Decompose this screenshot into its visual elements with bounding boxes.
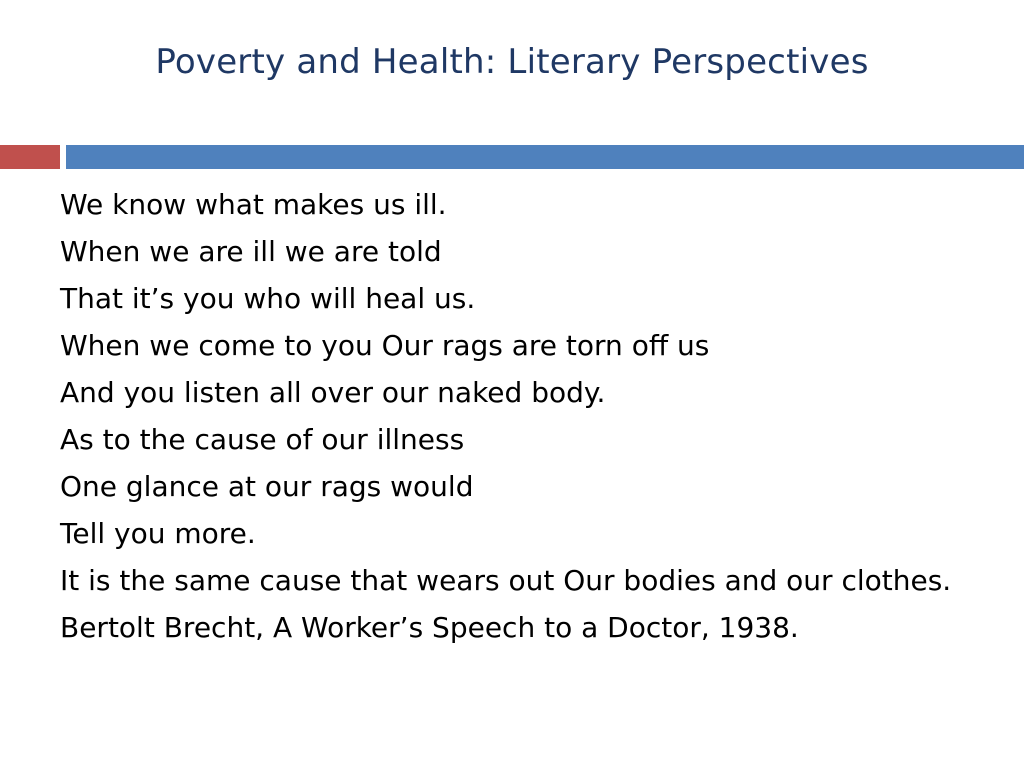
slide-title: Poverty and Health: Literary Perspectives	[155, 42, 869, 82]
poem-line: We know what makes us ill.	[60, 188, 447, 221]
poem-line: Tell you more.	[60, 517, 256, 550]
poem-line: When we come to you Our rags are torn off us	[60, 329, 710, 362]
poem-line: As to the cause of our illness	[60, 423, 465, 456]
accent-bar-red	[0, 145, 60, 169]
poem-line: And you listen all over our naked body.	[60, 376, 606, 409]
poem-text	[60, 186, 960, 656]
poem-line: It is the same cause that wears out Our bodies and our clothes.	[60, 564, 952, 597]
poem-line: That it’s you who will heal us.	[60, 282, 476, 315]
attribution: Bertolt Brecht, A Worker’s Speech to a Doctor, 1938.	[60, 611, 799, 644]
poem-line: One glance at our rags would	[60, 470, 474, 503]
accent-bar-blue	[66, 145, 1024, 169]
poem-line: When we are ill we are told	[60, 235, 442, 268]
